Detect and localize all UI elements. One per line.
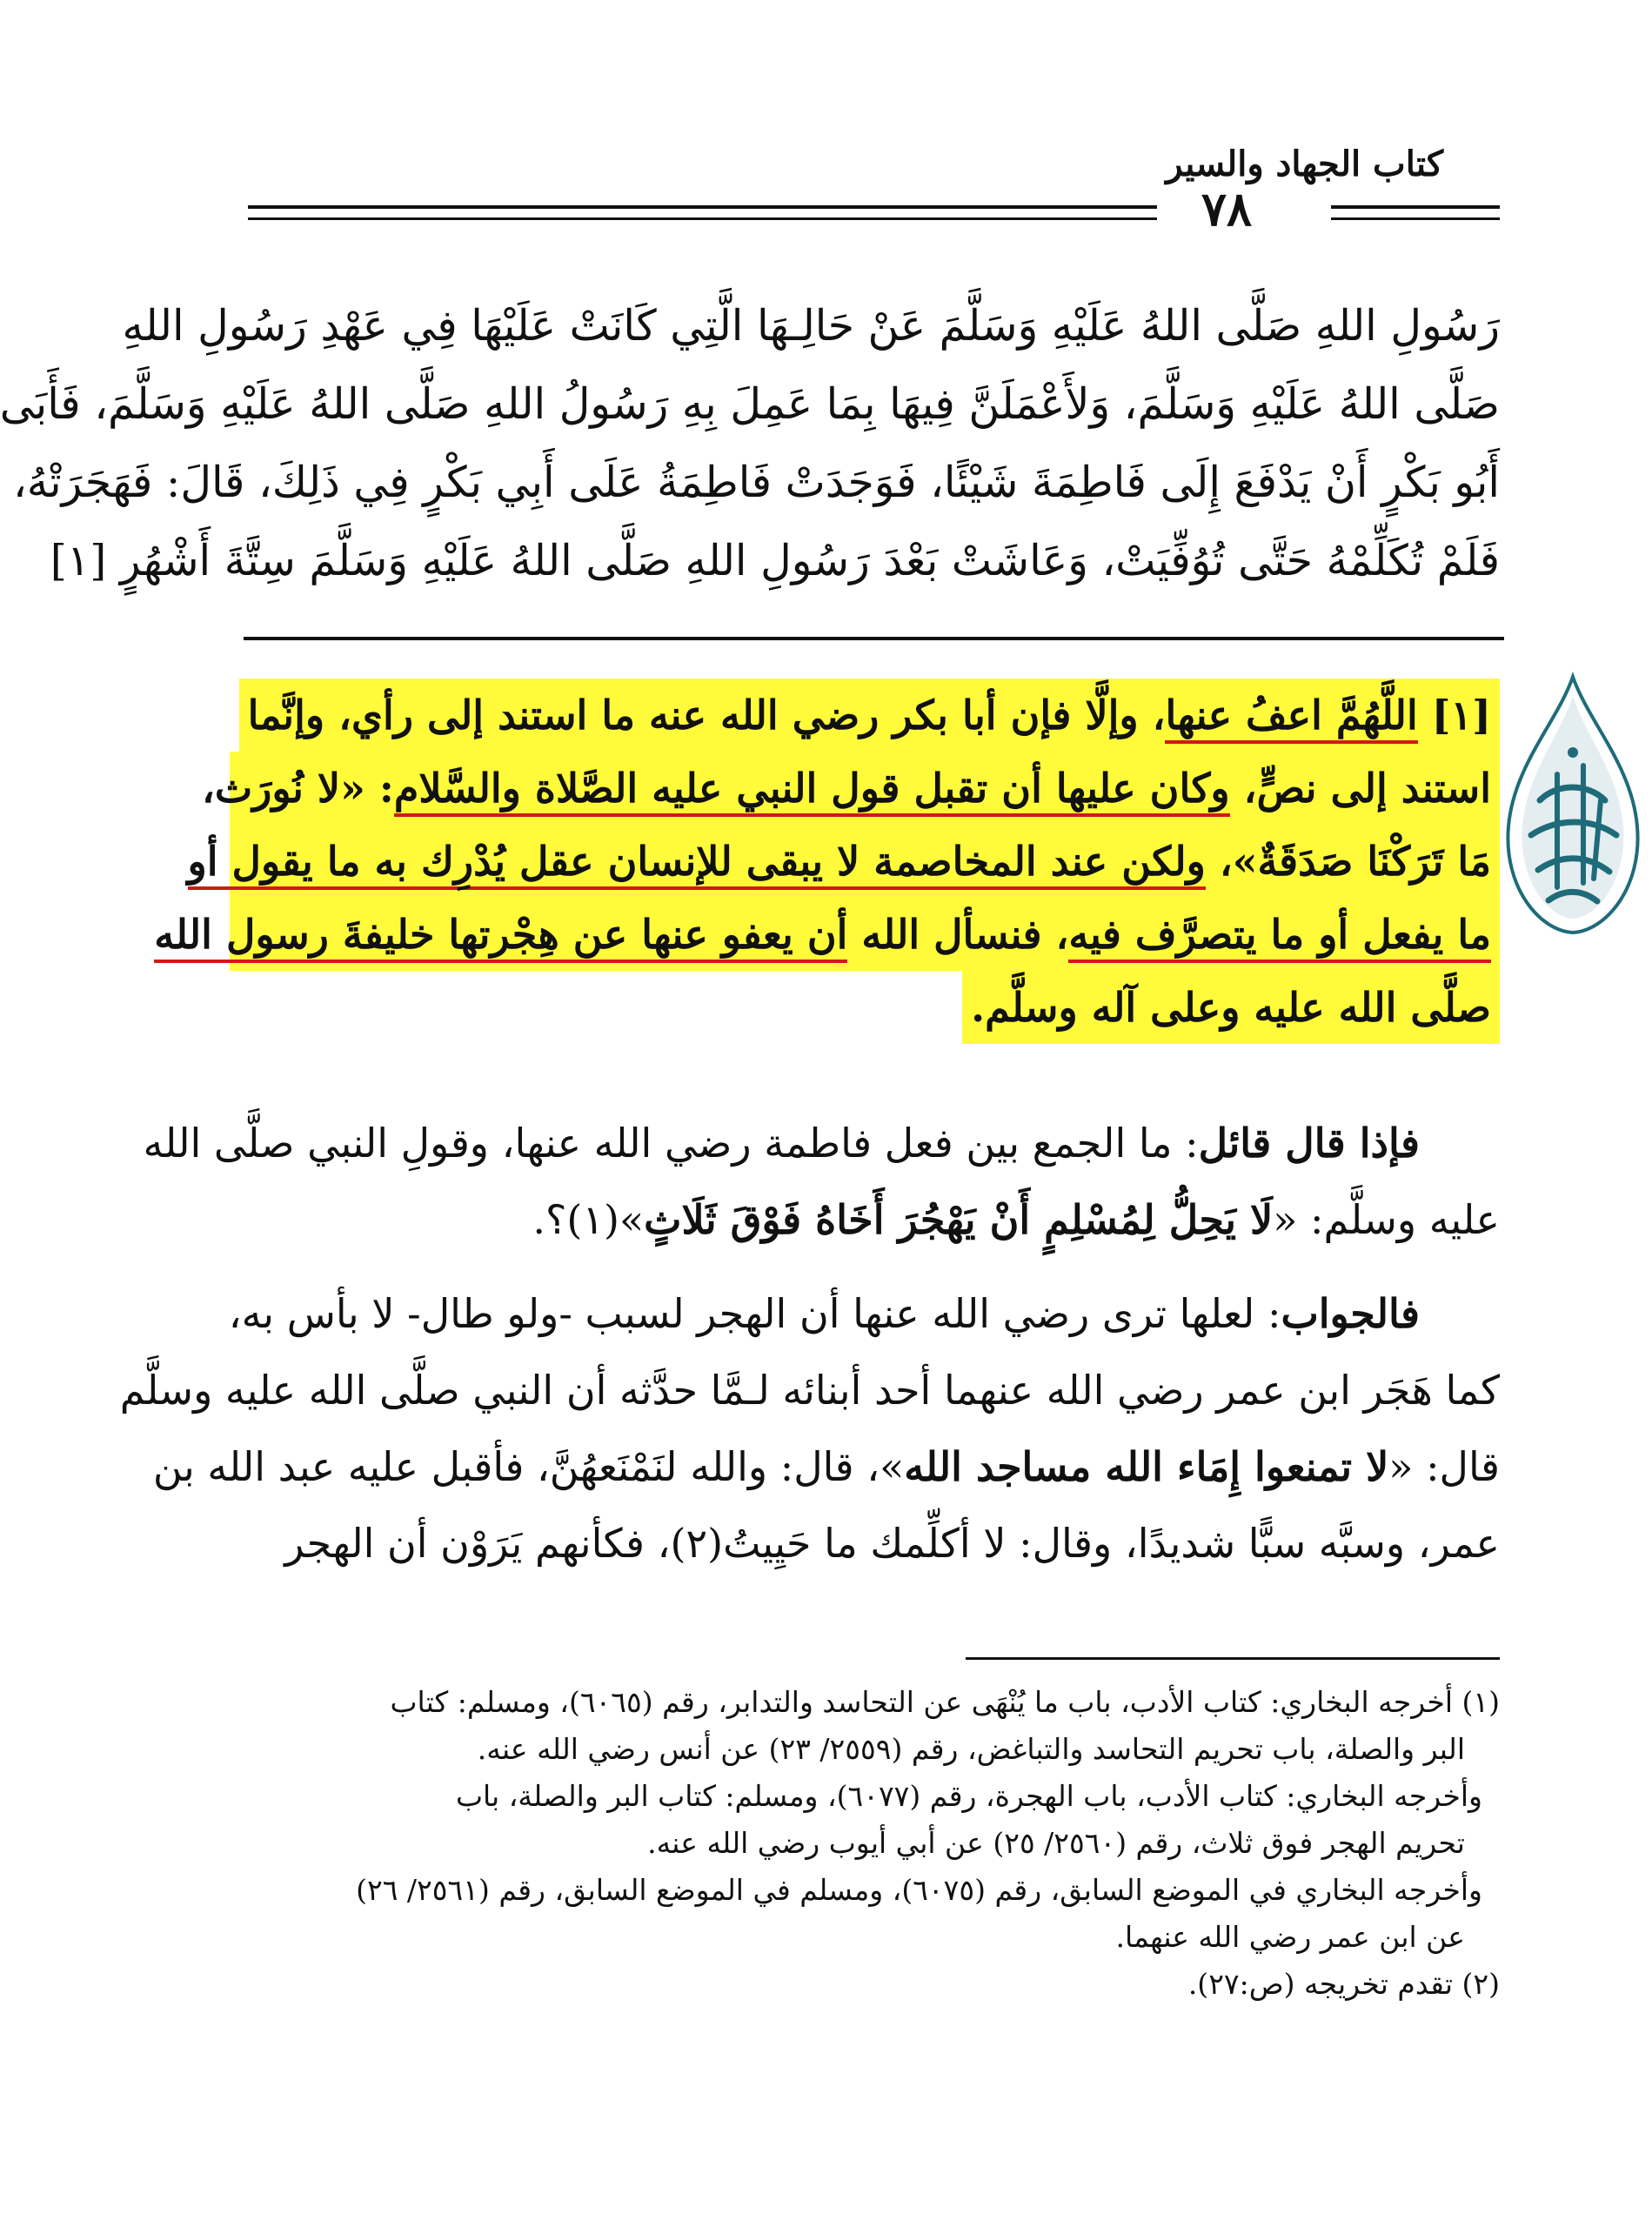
main-text-line: صَلَّى اللهُ عَلَيْهِ وَسَلَّمَ، وَلأَعْمَلَنَّ فِيهَا بِمَا عَمِلَ بِهِ رَسُولُ اللهِ صَلَّى اللهُ عَلَيْهِ وَسَلَّمَ، فَأَبَى bbox=[0, 379, 1500, 429]
highlighted-annotation bbox=[154, 679, 1500, 1044]
section-divider bbox=[244, 637, 1504, 640]
annotation-text: استند إلى نصٍّ، bbox=[1229, 765, 1491, 812]
main-text-line: رَسُولِ اللهِ صَلَّى اللهُ عَلَيْهِ وَسَلَّمَ عَنْ حَالِـهَا الَّتِي كَانَتْ عَلَيْهَا فِي عَهْدِ رَسُولِ اللهِ bbox=[122, 301, 1500, 351]
underlined-text: اللَّهُمَّ اعفُ عنها bbox=[1165, 692, 1417, 744]
body-line-text: »، قال: والله لنَمْنَعهُنَّ، فأقبل عليه عبد الله بن bbox=[152, 1443, 905, 1490]
body-line-text: عليه وسلَّم: « bbox=[1273, 1196, 1500, 1243]
body-text bbox=[119, 1105, 1500, 1582]
annotation-text: ، فنسأل الله bbox=[847, 911, 1069, 958]
body-line-text: : ما الجمع بين فعل فاطمة رضي الله عنها، وقولِ النبي صلَّى الله bbox=[143, 1120, 1199, 1167]
annotation-text: مَا تَرَكْنَا صَدَقَةٌ»، bbox=[1205, 838, 1491, 885]
main-text bbox=[0, 287, 1500, 600]
footnote-line: (٢) تقدم تخريجه (ص:٢٧). bbox=[1187, 1967, 1500, 2001]
main-text-line: فَلَمْ تُكَلِّمْهُ حَتَّى تُوُفِّيَتْ، وَعَاشَتْ بَعْدَ رَسُولِ اللهِ صَلَّى اللهُ عَلَيْهِ وَسَلَّمَ سِتَّةَ أَشْهُرٍ [١] bbox=[50, 536, 1500, 585]
highlight bbox=[187, 825, 1500, 898]
body-line bbox=[152, 1428, 1500, 1505]
highlight bbox=[201, 752, 1500, 825]
body-line bbox=[143, 1105, 1500, 1181]
footnote-divider bbox=[966, 1657, 1500, 1660]
underlined-text: وكان عليها أن تقبل قول النبي عليه الصَّلاة والسَّلام bbox=[394, 765, 1230, 817]
annotation-text: : «لا نُورَث، bbox=[201, 765, 394, 812]
body-line: عمر، وسبَّه سبًّا شديدًا، وقال: لا أكلِّمك ما حَيِيتُ(٢)، فكأنهم يَرَوْن أن الهجر bbox=[284, 1520, 1500, 1567]
highlight bbox=[239, 679, 1500, 752]
header-rule-left-segment bbox=[248, 205, 1157, 220]
annotation-marker: [١] bbox=[1431, 692, 1491, 739]
annotation-line bbox=[247, 679, 1500, 752]
footnote-line: (١) أخرجه البخاري: كتاب الأدب، باب ما يُنْهَى عن التحاسد والتدابر، رقم (٦٠٦٥)، ومسلم: كتاب bbox=[390, 1685, 1500, 1719]
hadith-quote: لَا يَحِلُّ لِمُسْلِمٍ أَنْ يَهْجُرَ أَخَاهُ فَوْقَ ثَلَاثٍ bbox=[644, 1196, 1274, 1243]
page-number: ٧٨ bbox=[1201, 181, 1252, 237]
footnote-line: وأخرجه البخاري في الموضع السابق، رقم (٦٠٧٥)، ومسلم في الموضع السابق، رقم (٢٥٦١/ ٢٦) bbox=[356, 1873, 1482, 1907]
body-line-text: : لعلها ترى رضي الله عنها أن الهجر لسبب -ولو طال- لا بأس به، bbox=[228, 1290, 1281, 1337]
bold-term: فالجواب bbox=[1281, 1290, 1420, 1337]
underlined-text: أن يعفو عنها عن هِجْرتها خليفةَ رسول الله bbox=[154, 911, 847, 963]
body-line bbox=[228, 1275, 1500, 1352]
annotation-line bbox=[187, 825, 1500, 898]
body-line: كما هَجَر ابن عمر رضي الله عنهما أحد أبنائه لـمَّا حدَّثه أن النبي صلَّى الله عليه وسلَّم bbox=[119, 1367, 1500, 1414]
annotation-text: ، وإلَّا فإن أبا بكر رضي الله عنه ما استند إلى رأي، وإنَّما bbox=[247, 692, 1166, 739]
calligraphic-seal-icon bbox=[1496, 670, 1649, 940]
paragraph-gap bbox=[247, 1258, 1500, 1275]
hadith-quote: لا تمنعوا إِمَاء الله مساجد الله bbox=[904, 1443, 1389, 1490]
footnote-line: البر والصلة، باب تحريم التحاسد والتباغض، رقم (٢٥٥٩/ ٢٣) عن أنس رضي الله عنه. bbox=[477, 1732, 1465, 1766]
annotation-line bbox=[201, 752, 1500, 825]
body-line-text: قال: « bbox=[1388, 1443, 1500, 1490]
main-text-line: أَبُو بَكْرٍ أَنْ يَدْفَعَ إِلَى فَاطِمَةَ شَيْئًا، فَوَجَدَتْ فَاطِمَةُ عَلَى أَبِي بَكْرٍ فِي ذَلِكَ، قَالَ: فَهَجَرَتْهُ، bbox=[12, 458, 1500, 507]
header-rule-right-segment bbox=[1331, 205, 1500, 220]
bold-term: فإذا قال قائل bbox=[1198, 1120, 1420, 1167]
body-line-text: »(١)؟. bbox=[532, 1196, 645, 1243]
footnotes bbox=[247, 1679, 1500, 2008]
highlight bbox=[154, 898, 1500, 971]
annotation-line bbox=[154, 898, 1500, 971]
footnote-line: وأخرجه البخاري: كتاب الأدب، باب الهجرة، رقم (٦٠٧٧)، ومسلم: كتاب البر والصلة، باب bbox=[455, 1779, 1482, 1813]
footnote-line: تحريم الهجر فوق ثلاث، رقم (٢٥٦٠/ ٢٥) عن أبي أيوب رضي الله عنه. bbox=[647, 1826, 1465, 1860]
underlined-text: ولكن عند المخاصمة لا يبقى للإنسان عقل يُدْرِك به ما يقول أو bbox=[188, 838, 1206, 890]
highlight: صلَّى الله عليه وعلى آله وسلَّم. bbox=[962, 971, 1500, 1044]
footnote-line: عن ابن عمر رضي الله عنهما. bbox=[1115, 1920, 1465, 1954]
body-line bbox=[247, 1181, 1500, 1258]
underlined-text: ما يفعل أو ما يتصرَّف فيه bbox=[1068, 911, 1491, 963]
running-title: كتاب الجهاد والسير bbox=[1166, 144, 1443, 184]
annotation-line bbox=[247, 971, 1500, 1044]
